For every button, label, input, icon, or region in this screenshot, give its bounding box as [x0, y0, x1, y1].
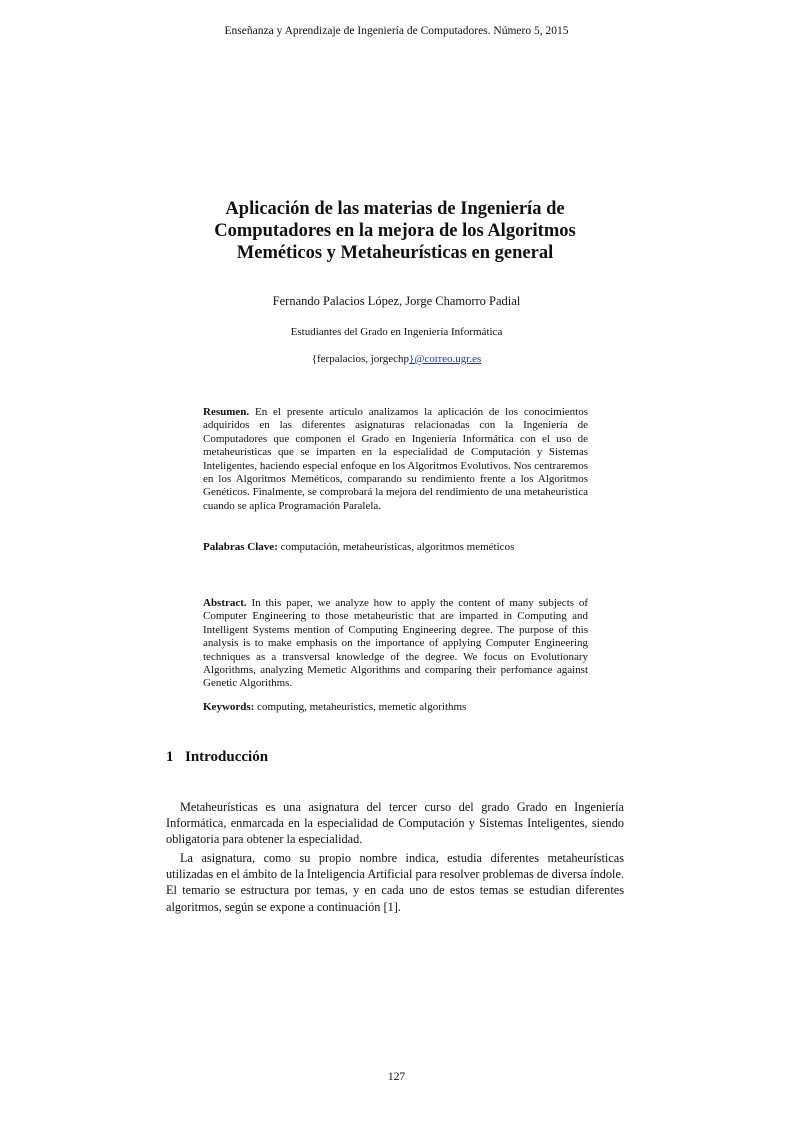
section-title: Introducción: [185, 749, 269, 765]
email-prefix: {ferpalacios, jorgechp: [311, 353, 410, 365]
body-paragraph-2: La asignatura, como su propio nombre indica, estudia diferentes metaheurísticas utilizadas en el ámbito de la Inteligencia Artificial para resolver problemas de diversa índole. El temario se estructura por temas, y en cada uno de estos temas se estudian diferentes algoritmos, según se expone a continuación [1].: [166, 851, 624, 914]
keywords-en-label: Keywords:: [203, 701, 255, 713]
abstract-es-label: Resumen.: [203, 406, 250, 418]
author-email: [0, 352, 793, 366]
affiliation: Estudiantes del Grado en Ingeniería Informática: [290, 326, 503, 338]
title-line-3: Meméticos y Metaheurísticas en general: [236, 243, 554, 263]
title-line-2: Computadores en la mejora de los Algoritmos: [214, 221, 576, 241]
keywords-en: [203, 701, 588, 714]
keywords-es-text: computación, metaheurísticas, algoritmos meméticos: [277, 541, 515, 553]
paper-title: [140, 198, 650, 264]
section-number: 1: [166, 749, 174, 765]
keywords-en-text: computing, metaheuristics, memetic algorithms: [254, 701, 467, 713]
title-line-1: Aplicación de las materias de Ingeniería de: [225, 199, 565, 219]
authors: Fernando Palacios López, Jorge Chamorro Padial: [272, 294, 521, 308]
keywords-es-label: Palabras Clave:: [203, 541, 278, 553]
keywords-es: [203, 541, 588, 554]
abstract-en-label: Abstract.: [203, 597, 247, 609]
abstract-es: [203, 406, 588, 513]
abstract-en: [203, 597, 588, 691]
running-header: Enseñanza y Aprendizaje de Ingeniería de Computadores. Número 5, 2015: [224, 25, 569, 37]
abstract-es-text: En el presente artículo analizamos la aplicación de los conocimientos adquiridos en las diferentes asignaturas relacionadas con la Ingeniería de Computadores que componen el Grado en Ingeniería Informática con el uso de metaheurísticas que se imparten en la especialidad de Computación y Sistemas Inteligentes, haciendo especial enfoque en los Algoritmos Evolutivos. Nos centraremos en los Algoritmos Meméticos, comparando su rendimiento frente a los Algoritmos Genéticos. Finalmente, se comprobará la mejora del rendimiento de una metaheurística cuando se aplica Programación Paralela.: [203, 406, 588, 512]
email-link[interactable]: }@correo.ugr.es: [409, 353, 482, 365]
section-heading: [166, 748, 268, 766]
body-paragraph-1: Metaheurísticas es una asignatura del tercer curso del grado Grado en Ingeniería Informática, enmarcada en la especialidad de Computación y Sistemas Inteligentes, siendo obligatoria para obtener la especialidad.: [166, 800, 624, 847]
abstract-en-text: In this paper, we analyze how to apply the content of many subjects of Computer Engineering to those metaheuristic that are imparted in Computing and Intelligent Systems mention of Computing Engineering degree. The purpose of this analysis is to make emphasis on the importance of applying Computer Engineering techniques as a transversal knowledge of the degree. We focus on Evolutionary Algorithms, analyzing Memetic Algorithms and comparing their perfomance against Genetic Algorithms.: [203, 597, 588, 690]
page-number: 127: [387, 1071, 406, 1083]
